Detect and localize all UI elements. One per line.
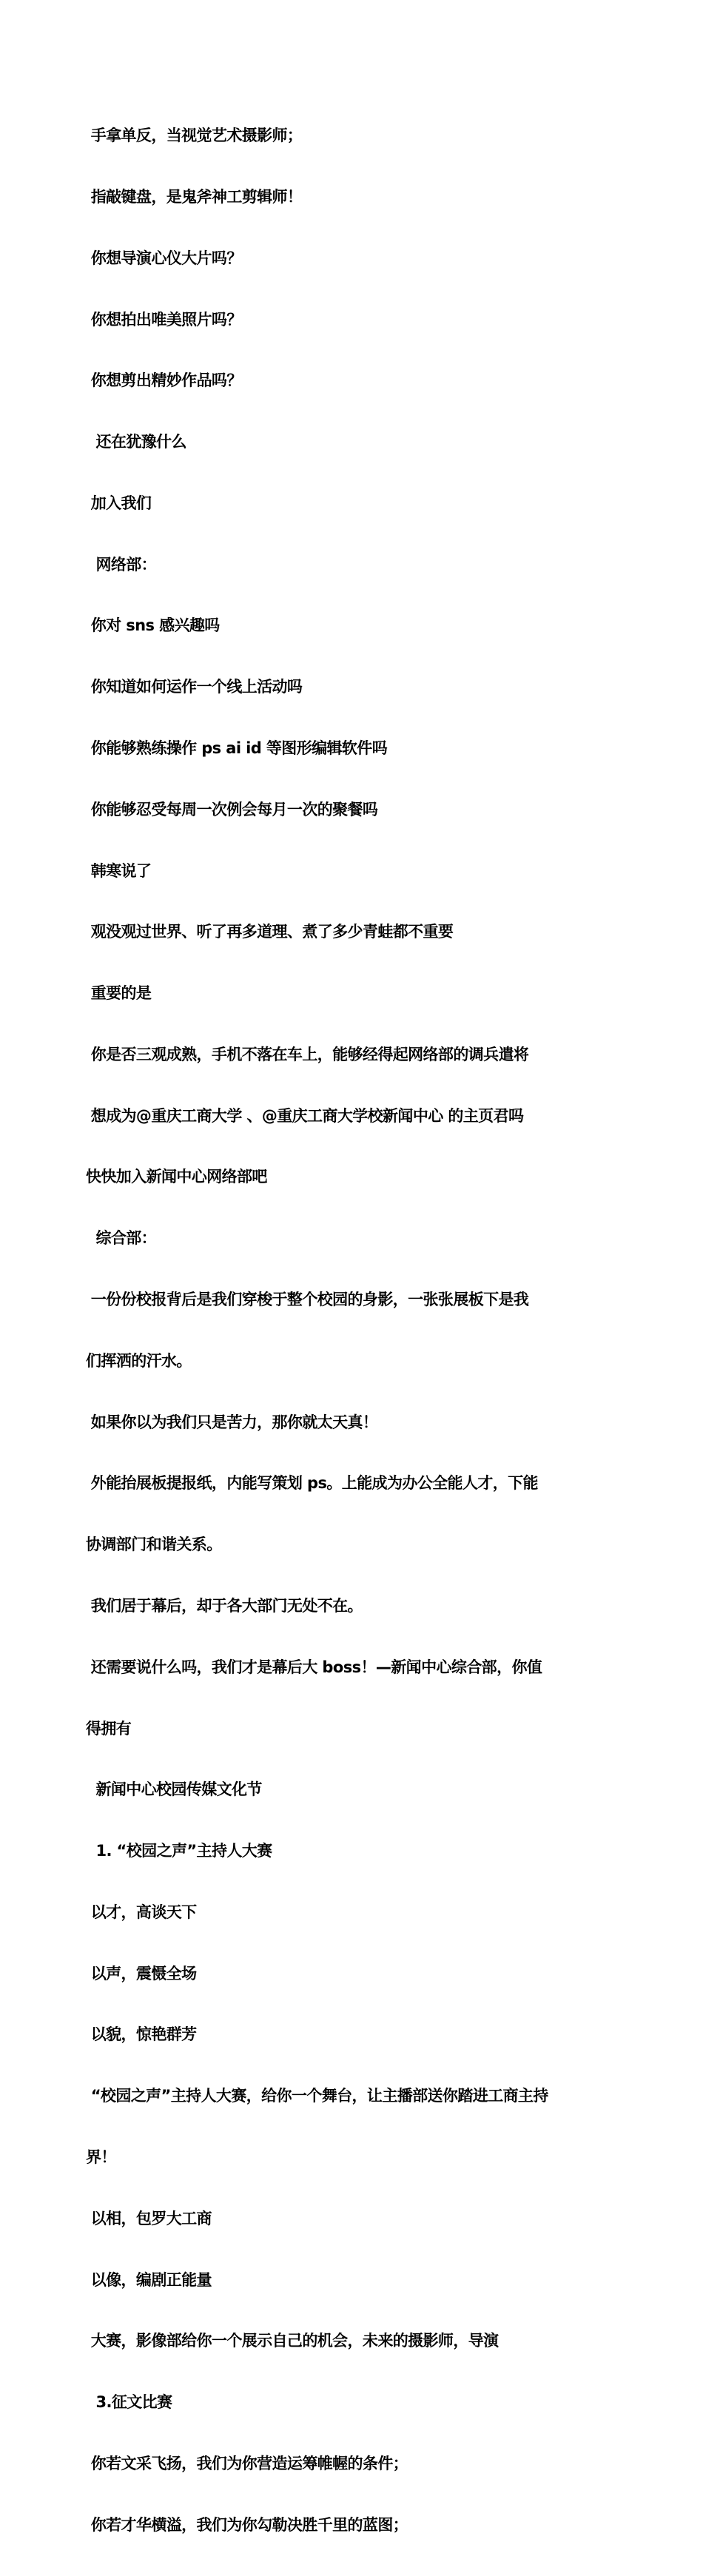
text-line: 界！ — [86, 2148, 116, 2166]
text-line: 你若文采飞扬，我们为你营造运筹帷幄的条件； — [86, 2454, 408, 2472]
text-line: 协调部门和谐关系。 — [86, 1536, 222, 1554]
text-line: 你想剪出精妙作品吗？ — [86, 371, 242, 390]
text-line: 一份份校报背后是我们穿梭于整个校园的身影，一张张展板下是我 — [86, 1291, 529, 1309]
text-line: 以像，编剧正能量 — [86, 2270, 212, 2289]
text-line: 你能够忍受每周一次例会每月一次的聚餐吗 — [86, 800, 378, 818]
text-line: 以貌，惊艳群芳 — [86, 2025, 197, 2044]
text-line: 得拥有 — [86, 1719, 132, 1738]
subsection-heading: 1. “校园之声”主持人大赛 — [86, 1842, 272, 1860]
text-line: 指敲键盘，是鬼斧神工剪辑师！ — [86, 187, 303, 206]
text-line: 你知道如何运作一个线上活动吗 — [86, 678, 303, 696]
text-line: 重要的是 — [86, 984, 152, 1003]
subsection-heading: 3.征文比赛 — [86, 2393, 172, 2412]
text-line: 你对 sns 感兴趣吗 — [86, 616, 220, 635]
text-line: 大赛，影像部给你一个展示自己的机会，未来的摄影师，导演 — [86, 2332, 499, 2350]
text-line: 还在犹豫什么 — [86, 433, 186, 451]
text-line: 以声，震慑全场 — [86, 1964, 197, 1983]
text-line: 韩寒说了 — [86, 861, 152, 880]
text-line: 想成为@重庆工商大学 、@重庆工商大学校新闻中心 的主页君吗 — [86, 1106, 524, 1125]
text-line: 你想拍出唯美照片吗？ — [86, 310, 242, 329]
text-line: 我们居于幕后，却于各大部门无处不在。 — [86, 1596, 363, 1615]
text-line: 外能抬展板提报纸，内能写策划 ps。上能成为办公全能人才，下能 — [86, 1474, 538, 1493]
section-heading: 网络部： — [86, 555, 157, 574]
text-line: 还需要说什么吗，我们才是幕后大 boss！—新闻中心综合部，你值 — [86, 1658, 542, 1676]
text-line: 快快加入新闻中心网络部吧 — [86, 1168, 267, 1186]
text-line: 你是否三观成熟，手机不落在车上，能够经得起网络部的调兵遣将 — [86, 1045, 529, 1063]
document-body — [86, 85, 619, 2576]
text-line: 加入我们 — [86, 494, 152, 512]
section-heading: 新闻中心校园传媒文化节 — [86, 1780, 262, 1799]
text-line: 手拿单反，当视觉艺术摄影师； — [86, 127, 303, 145]
text-line: 你能够熟练操作 ps ai id 等图形编辑软件吗 — [86, 739, 388, 757]
text-line: 如果你以为我们只是苦力，那你就太天真！ — [86, 1413, 378, 1431]
section-heading: 综合部： — [86, 1229, 157, 1248]
text-line: 观没观过世界、听了再多道理、煮了多少青蛙都不重要 — [86, 923, 454, 941]
text-line: “校园之声”主持人大赛，给你一个舞台，让主播部送你踏进工商主持 — [86, 2087, 548, 2105]
text-line: 你若才华横溢，我们为你勾勒决胜千里的蓝图； — [86, 2515, 408, 2534]
text-line: 们挥洒的汗水。 — [86, 1351, 192, 1370]
text-line: 以才，高谈天下 — [86, 1903, 197, 1921]
text-line: 以相，包罗大工商 — [86, 2209, 212, 2227]
text-line: 你想导演心仪大片吗？ — [86, 249, 242, 267]
